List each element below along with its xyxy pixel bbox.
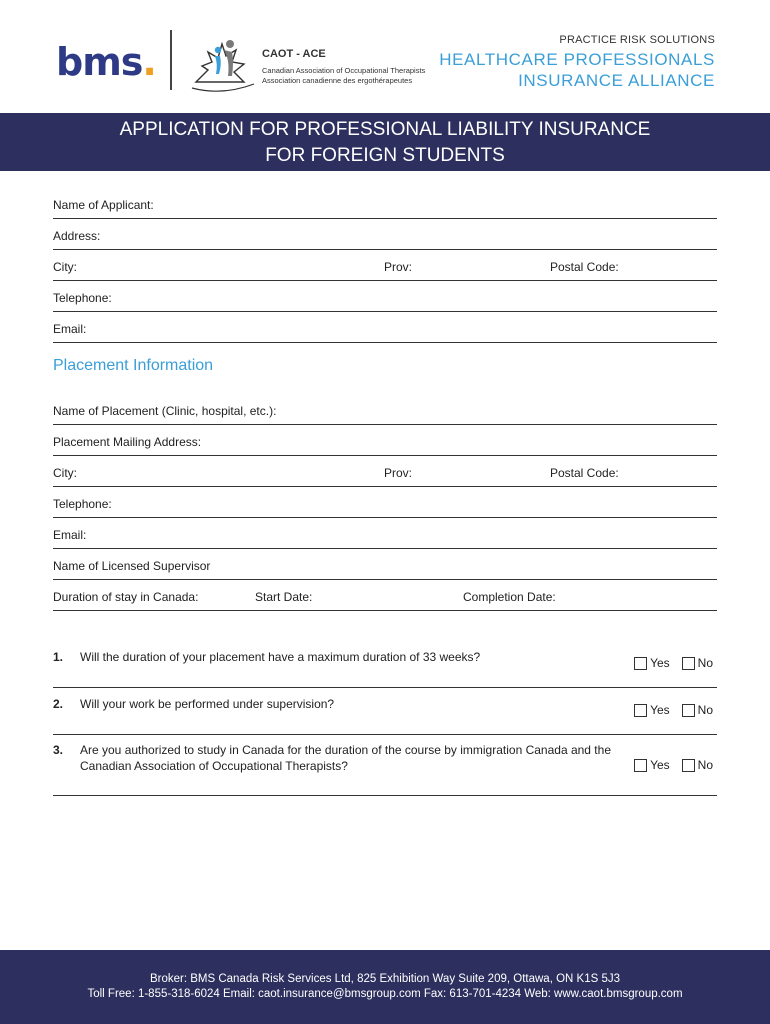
- alliance-line-2: INSURANCE ALLIANCE: [518, 71, 715, 90]
- question-options: [634, 656, 713, 670]
- question-text: Will the duration of your placement have a maximum duration of 33 weeks?: [80, 650, 481, 664]
- applicant-name-label: Name of Applicant:: [53, 198, 154, 212]
- caot-english-name: Canadian Association of Occupational Therapists: [262, 66, 426, 75]
- bms-logo-text: bms: [56, 40, 143, 84]
- question-3: [53, 735, 717, 796]
- alliance-line-1: HEALTHCARE PROFESSIONALS: [439, 50, 715, 69]
- applicant-address-label: Address:: [53, 229, 101, 243]
- applicant-address-field[interactable]: [53, 219, 717, 250]
- duration-label[interactable]: Duration of stay in Canada:: [53, 590, 199, 604]
- placement-city-row: [53, 456, 717, 487]
- no-option[interactable]: [682, 703, 713, 717]
- applicant-city-row: [53, 250, 717, 281]
- placement-section-title: Placement Information: [53, 357, 214, 374]
- supervisor-field[interactable]: [53, 549, 717, 580]
- placement-email-label: Email:: [53, 528, 87, 542]
- question-1: [53, 640, 717, 688]
- no-label: No: [697, 758, 713, 772]
- practice-risk-label: PRACTICE RISK SOLUTIONS: [559, 34, 715, 46]
- no-checkbox[interactable]: [682, 704, 695, 717]
- page-header: [0, 0, 770, 112]
- placement-name-field[interactable]: [53, 394, 717, 425]
- caot-title: CAOT - ACE: [262, 48, 326, 60]
- applicant-city-label[interactable]: City:: [53, 260, 77, 274]
- question-text: Will your work be performed under supervision?: [80, 697, 335, 711]
- bms-logo-dot: .: [142, 40, 156, 84]
- yes-option[interactable]: [634, 656, 670, 670]
- title-band: [0, 113, 770, 171]
- question-number: 1.: [53, 650, 64, 664]
- yes-option[interactable]: [634, 703, 670, 717]
- page-title-line-1: APPLICATION FOR PROFESSIONAL LIABILITY INSURANCE: [119, 119, 651, 140]
- yes-option[interactable]: [634, 758, 670, 772]
- no-option[interactable]: [682, 758, 713, 772]
- page-title-line-2: FOR FOREIGN STUDENTS: [265, 145, 505, 166]
- question-options: [634, 758, 713, 772]
- question-number: 2.: [53, 697, 64, 711]
- caot-french-name: Association canadienne des ergothérapeutes: [262, 76, 413, 85]
- question-text: Are you authorized to study in Canada for the duration of the course by immigration Canada and the Canadian Association of Occupational Therapists?: [80, 743, 611, 773]
- no-checkbox[interactable]: [682, 759, 695, 772]
- page-footer: [0, 950, 770, 1024]
- no-checkbox[interactable]: [682, 657, 695, 670]
- no-label: No: [697, 656, 713, 670]
- placement-city-label[interactable]: City:: [53, 466, 77, 480]
- yes-checkbox[interactable]: [634, 657, 647, 670]
- applicant-email-field[interactable]: [53, 312, 717, 343]
- applicant-prov-label[interactable]: Prov:: [384, 260, 413, 274]
- no-option[interactable]: [682, 656, 713, 670]
- yes-label: Yes: [650, 703, 670, 717]
- duration-row: [53, 580, 717, 611]
- question-number: 3.: [53, 743, 64, 757]
- placement-telephone-field[interactable]: [53, 487, 717, 518]
- yes-label: Yes: [650, 656, 670, 670]
- start-date-label[interactable]: Start Date:: [255, 590, 313, 604]
- placement-telephone-label: Telephone:: [53, 497, 112, 511]
- placement-prov-label[interactable]: Prov:: [384, 466, 413, 480]
- supervisor-label: Name of Licensed Supervisor: [53, 559, 211, 573]
- yes-label: Yes: [650, 758, 670, 772]
- applicant-name-field[interactable]: [53, 188, 717, 219]
- caot-logo-icon: [188, 26, 258, 94]
- applicant-postal-label[interactable]: Postal Code:: [550, 260, 619, 274]
- placement-mailing-field[interactable]: [53, 425, 717, 456]
- question-options: [634, 703, 713, 717]
- applicant-telephone-label: Telephone:: [53, 291, 112, 305]
- yes-checkbox[interactable]: [634, 704, 647, 717]
- placement-mailing-label: Placement Mailing Address:: [53, 435, 202, 449]
- placement-name-label: Name of Placement (Clinic, hospital, etc.):: [53, 404, 277, 418]
- completion-date-label[interactable]: Completion Date:: [463, 590, 556, 604]
- placement-email-field[interactable]: [53, 518, 717, 549]
- question-2: [53, 688, 717, 735]
- no-label: No: [697, 703, 713, 717]
- logo-divider: [170, 30, 172, 90]
- applicant-telephone-field[interactable]: [53, 281, 717, 312]
- footer-broker-line: Broker: BMS Canada Risk Services Ltd, 825 Exhibition Way Suite 209, Ottawa, ON K1S 5J3: [149, 973, 620, 985]
- placement-postal-label[interactable]: Postal Code:: [550, 466, 619, 480]
- yes-checkbox[interactable]: [634, 759, 647, 772]
- footer-contact-line: Toll Free: 1-855-318-6024 Email: caot.insurance@bmsgroup.com Fax: 613-701-4234 Web: www.caot.bmsgroup.com: [87, 988, 683, 1000]
- applicant-email-label: Email:: [53, 322, 87, 336]
- bms-logo: [56, 40, 156, 84]
